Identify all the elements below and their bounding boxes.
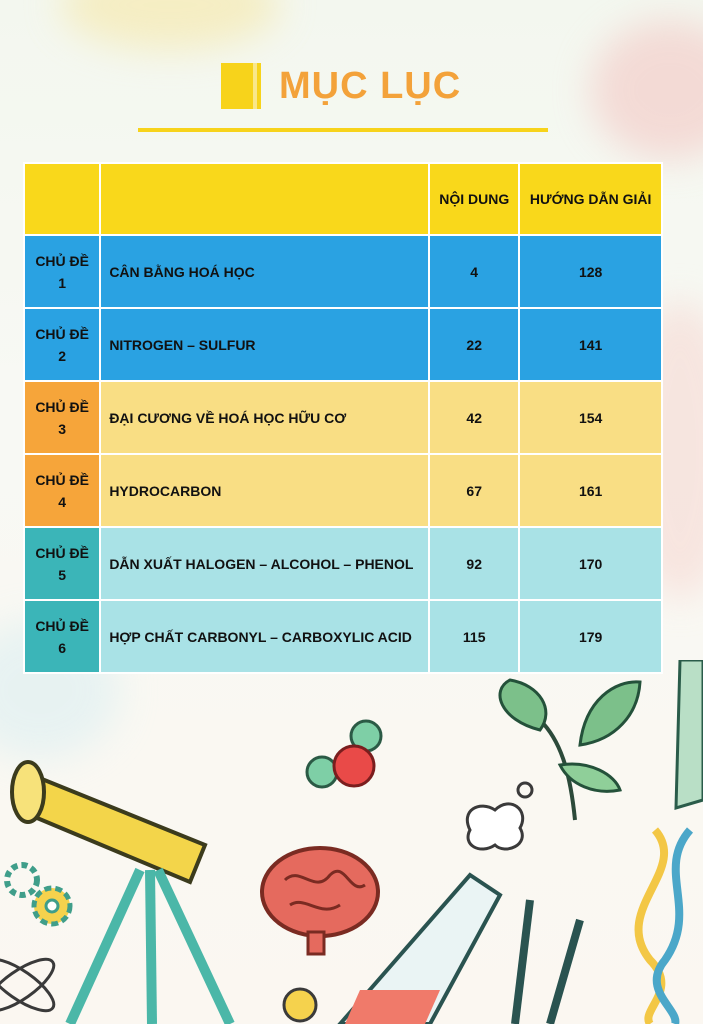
table-row[interactable] <box>24 308 662 381</box>
page-title: MỤC LỤC <box>279 64 462 107</box>
header-content: NỘI DUNG <box>429 163 519 235</box>
topic-number: CHỦ ĐỀ 6 <box>24 600 100 673</box>
table-row[interactable] <box>24 527 662 600</box>
header-cell-empty <box>24 163 100 235</box>
leaf-icon <box>500 680 640 820</box>
header-cell-empty <box>100 163 429 235</box>
solution-page: 141 <box>519 308 662 381</box>
content-page: 4 <box>429 235 519 308</box>
solution-page: 179 <box>519 600 662 673</box>
table-of-contents <box>23 162 663 674</box>
content-page: 115 <box>429 600 519 673</box>
content-page: 42 <box>429 381 519 454</box>
background-wash <box>60 0 280 50</box>
page-header <box>221 63 461 109</box>
background-wash <box>590 20 703 160</box>
solution-page: 161 <box>519 454 662 527</box>
header-solutions: HƯỚNG DẪN GIẢI <box>519 163 662 235</box>
topic-name[interactable]: DẪN XUẤT HALOGEN – ALCOHOL – PHENOL <box>100 527 429 600</box>
topic-number: CHỦ ĐỀ 1 <box>24 235 100 308</box>
topic-name[interactable]: ĐẠI CƯƠNG VỀ HOÁ HỌC HỮU CƠ <box>100 381 429 454</box>
content-page: 22 <box>429 308 519 381</box>
brain-icon <box>262 848 378 954</box>
ball-icon <box>284 989 316 1021</box>
test-tube-icon <box>515 900 580 1024</box>
title-underline <box>138 128 548 132</box>
molecule-icon <box>307 721 381 787</box>
science-illustration <box>0 660 703 1024</box>
topic-name[interactable]: NITROGEN – SULFUR <box>100 308 429 381</box>
topic-name[interactable]: CÂN BẰNG HOÁ HỌC <box>100 235 429 308</box>
topic-name[interactable]: HỢP CHẤT CARBONYL – CARBOXYLIC ACID <box>100 600 429 673</box>
solution-page: 128 <box>519 235 662 308</box>
solution-page: 170 <box>519 527 662 600</box>
table-row[interactable] <box>24 454 662 527</box>
gear-icon <box>7 865 70 924</box>
atom-icon <box>0 951 61 1020</box>
topic-name[interactable]: HYDROCARBON <box>100 454 429 527</box>
topic-number: CHỦ ĐỀ 2 <box>24 308 100 381</box>
table-row[interactable] <box>24 235 662 308</box>
topic-number: CHỦ ĐỀ 3 <box>24 381 100 454</box>
header-marker <box>221 63 261 109</box>
topic-number: CHỦ ĐỀ 4 <box>24 454 100 527</box>
table-row[interactable] <box>24 381 662 454</box>
content-page: 67 <box>429 454 519 527</box>
ruler-icon <box>676 660 703 808</box>
topic-number: CHỦ ĐỀ 5 <box>24 527 100 600</box>
dna-icon <box>638 830 690 1024</box>
content-page: 92 <box>429 527 519 600</box>
table-header-row <box>24 163 662 235</box>
solution-page: 154 <box>519 381 662 454</box>
